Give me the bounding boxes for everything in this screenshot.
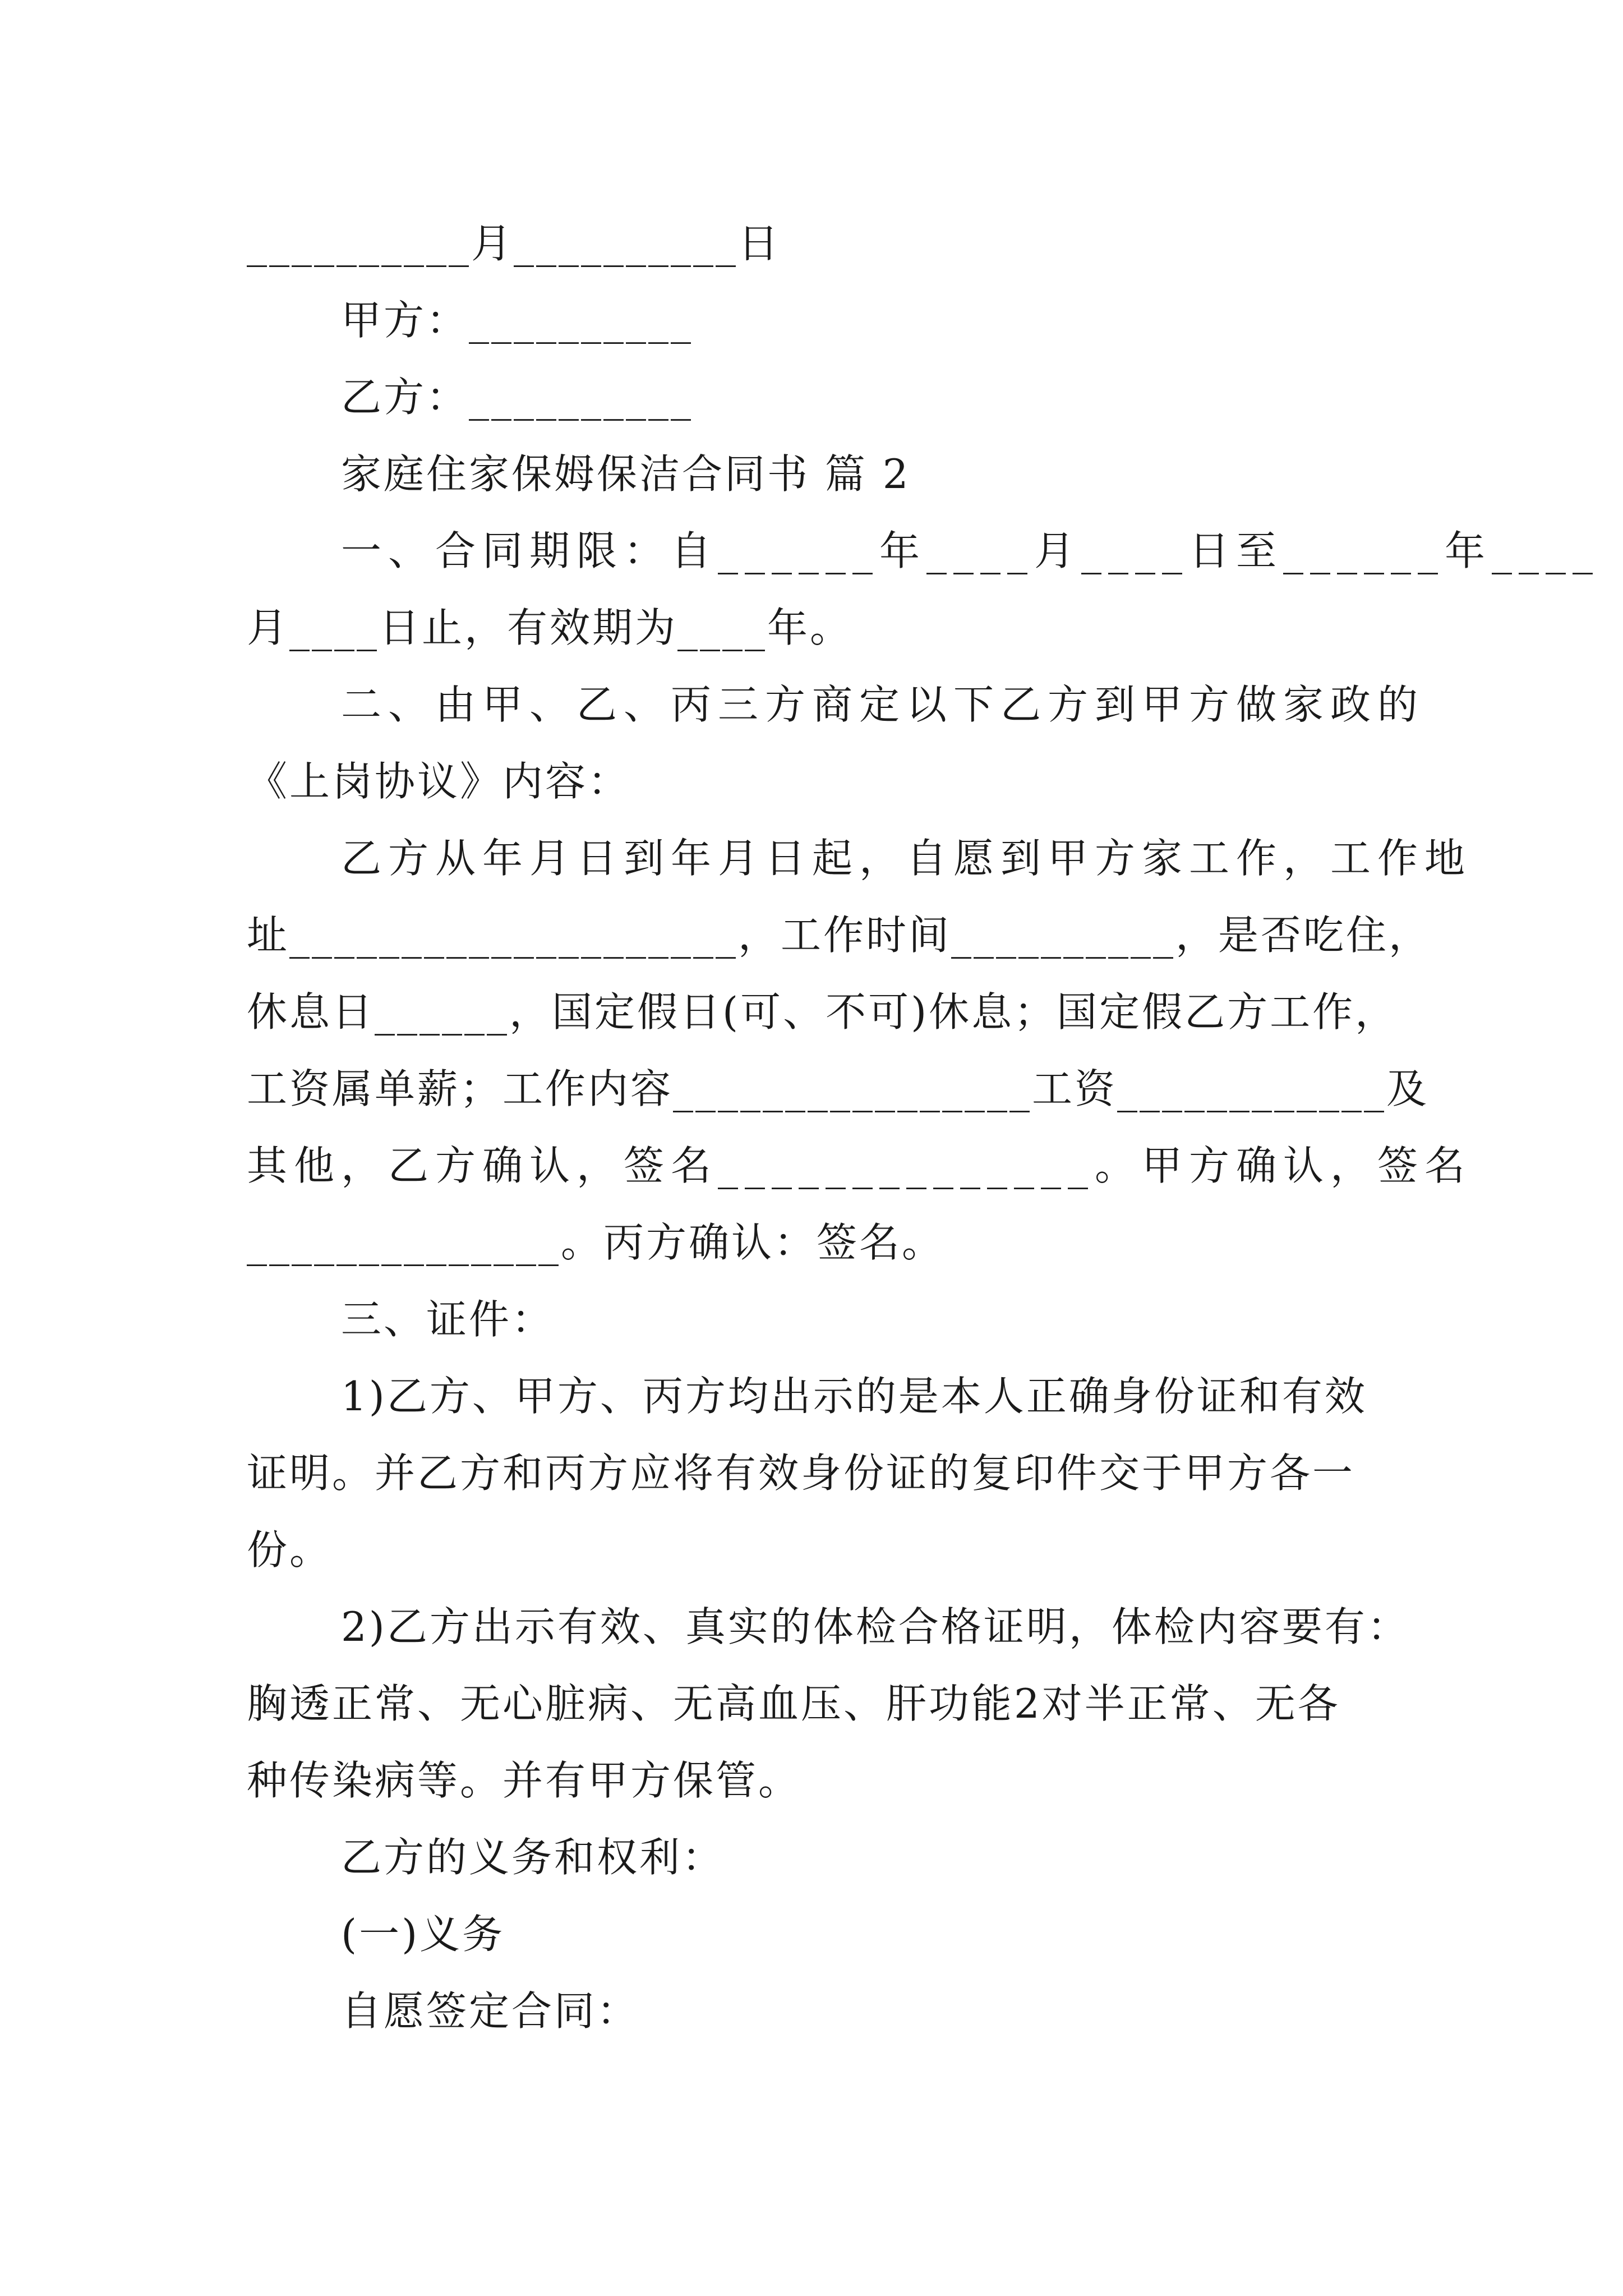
paragraph-line: 胸透正常、无心脏病、无高血压、肝功能2对半正常、无各 xyxy=(247,1680,1340,1727)
party-b-line: 乙方：__________ xyxy=(341,374,694,421)
paragraph-line: 月____日止，有效期为____年。 xyxy=(247,604,853,651)
paragraph-line: 工资属单薪；工作内容________________工资____________及 xyxy=(247,1065,1430,1112)
paragraph-line: 《上岗协议》内容： xyxy=(247,758,631,805)
paragraph-line: 乙方从年月日到年月日起，自愿到甲方家工作，工作地 xyxy=(341,835,1472,882)
paragraph-line: 2)乙方出示有效、真实的体检合格证明，体检内容要有： xyxy=(341,1603,1410,1650)
paragraph-line: ______________。丙方确认：签名。 xyxy=(247,1219,945,1266)
paragraph-line: 自愿签定合同： xyxy=(341,1987,640,2035)
paragraph-line: 一、合同期限：自______年____月____日至______年____ xyxy=(341,527,1600,574)
paragraph-line: 二、由甲、乙、丙三方商定以下乙方到甲方做家政的 xyxy=(341,681,1425,728)
date-line: __________月__________日 xyxy=(247,220,781,267)
paragraph-line: 种传染病等。并有甲方保管。 xyxy=(247,1757,801,1804)
paragraph-line: 休息日______，国定假日(可、不可)休息；国定假乙方工作， xyxy=(247,988,1398,1036)
paragraph-line: 1)乙方、甲方、丙方均出示的是本人正确身份证和有效 xyxy=(341,1373,1367,1420)
paragraph-line: 份。 xyxy=(247,1526,333,1573)
paragraph-line: 址____________________，工作时间__________，是否吃住， xyxy=(247,912,1432,959)
section-heading: 三、证件： xyxy=(341,1296,555,1343)
section-heading: 乙方的义务和权利： xyxy=(341,1834,725,1881)
section-title: 家庭住家保姆保洁合同书 篇 2 xyxy=(341,450,911,498)
paragraph-line: 其他，乙方确认，签名______________。甲方确认，签名 xyxy=(247,1142,1472,1189)
paragraph-line: 证明。并乙方和丙方应将有效身份证的复印件交于甲方各一 xyxy=(247,1450,1355,1497)
party-a-line: 甲方：__________ xyxy=(341,297,694,344)
subsection-heading: (一)义务 xyxy=(341,1911,505,1958)
